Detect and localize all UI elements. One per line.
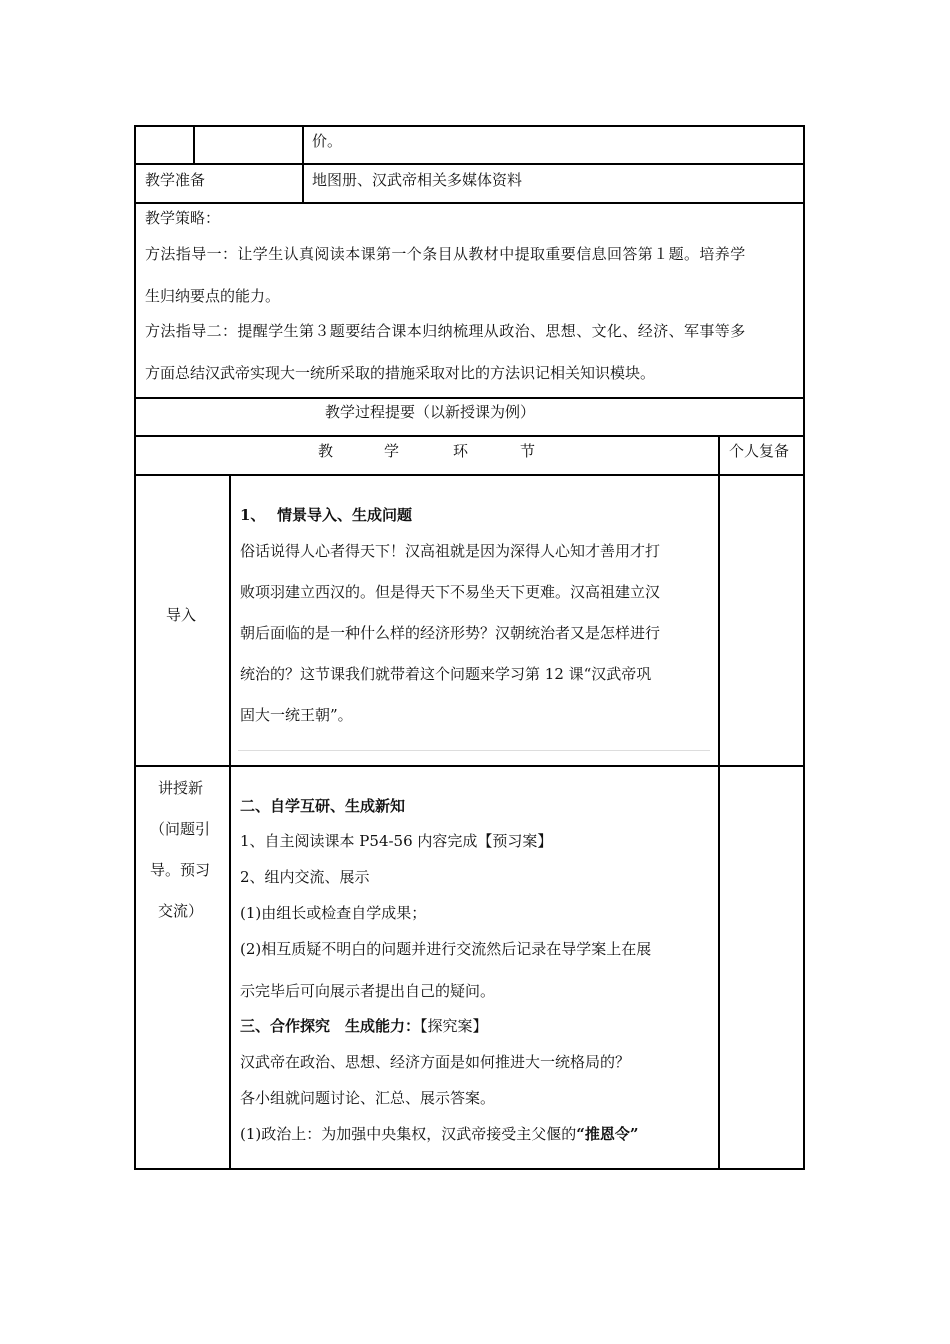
intro-heading-num: 1、 [240, 506, 266, 524]
strategy-line: 方法指导一：让学生认真阅读本课第一个条目从教材中提取重要信息回答第１题。培养学 [145, 245, 746, 263]
politics-line [240, 1124, 639, 1144]
row1-text: 价。 [312, 132, 343, 150]
header-char: 学 [384, 442, 400, 460]
inquiry-heading [240, 1016, 488, 1036]
new-label-line: （问题引 [150, 820, 211, 838]
decree-name: “推恩令” [576, 1125, 639, 1143]
col-divider [302, 125, 304, 204]
intro-line: 固大一统王朝”。 [240, 706, 353, 724]
intro-label: 导入 [166, 606, 197, 624]
new-line: 汉武帝在政治、思想、经济方面是如何推进大一统格局的？ [240, 1053, 631, 1071]
table-border-right [803, 125, 805, 1170]
row-divider [134, 202, 805, 204]
inquiry-heading-text: 三、合作探究 生成能力： [240, 1017, 421, 1035]
strategy-line: 生归纳要点的能力。 [145, 287, 281, 305]
new-line: 示完毕后可向展示者提出自己的疑问。 [240, 982, 496, 1000]
personal-prep-header: 个人复备 [729, 442, 790, 460]
intro-line: 败项羽建立西汉的。但是得天下不易坐天下更难。汉高祖建立汉 [240, 583, 661, 601]
strategy-line: 方面总结汉武帝实现大一统所采取的措施采取对比的方法识记相关知识模块。 [145, 364, 656, 382]
new-line: 各小组就问题讨论、汇总、展示答案。 [240, 1089, 496, 1107]
new-line: (1)由组长或检查自学成果； [240, 904, 427, 922]
prep-label: 教学准备 [145, 171, 206, 189]
row-divider [134, 474, 805, 476]
strategy-line: 方法指导二：提醒学生第３题要结合课本归纳梳理从政治、思想、文化、经济、军事等多 [145, 322, 746, 340]
col-divider [718, 435, 720, 1170]
row-divider [134, 435, 805, 437]
new-line: 2、组内交流、展示 [240, 868, 370, 886]
new-label-line: 导。预习 [150, 861, 211, 879]
inner-divider [238, 750, 710, 751]
row-divider [134, 397, 805, 399]
intro-heading: 情景导入、生成问题 [277, 506, 413, 524]
process-title: 教学过程提要（以新授课为例） [325, 403, 536, 421]
header-char: 环 [453, 442, 469, 460]
inquiry-tag: 【探究案】 [420, 1017, 488, 1035]
strategy-title: 教学策略： [145, 209, 221, 227]
new-heading: 二、自学互研、生成新知 [240, 797, 406, 815]
header-char: 教 [318, 442, 334, 460]
row-divider [134, 765, 805, 767]
row-divider [134, 163, 805, 165]
new-label-line: 交流） [158, 902, 204, 920]
col-divider [229, 474, 231, 1170]
new-line: (2)相互质疑不明白的问题并进行交流然后记录在导学案上在展 [240, 940, 652, 958]
table-border-bottom [134, 1168, 805, 1170]
politics-text: (1)政治上：为加强中央集权，汉武帝接受主父偃的 [240, 1125, 577, 1143]
header-char: 节 [520, 442, 536, 460]
intro-line: 朝后面临的是一种什么样的经济形势？汉朝统治者又是怎样进行 [240, 624, 661, 642]
col-divider [193, 125, 195, 165]
prep-value: 地图册、汉武帝相关多媒体资料 [312, 171, 523, 189]
intro-line: 俗话说得人心者得天下！汉高祖就是因为深得人心知才善用才打 [240, 542, 661, 560]
table-border-top [134, 125, 805, 127]
table-border-left [134, 125, 136, 1170]
new-line: 1、自主阅读课本 P54-56 内容完成【预习案】 [240, 832, 553, 850]
intro-line: 统治的？这节课我们就带着这个问题来学习第 12 课“汉武帝巩 [240, 665, 652, 683]
new-label-line: 讲授新 [158, 779, 204, 797]
